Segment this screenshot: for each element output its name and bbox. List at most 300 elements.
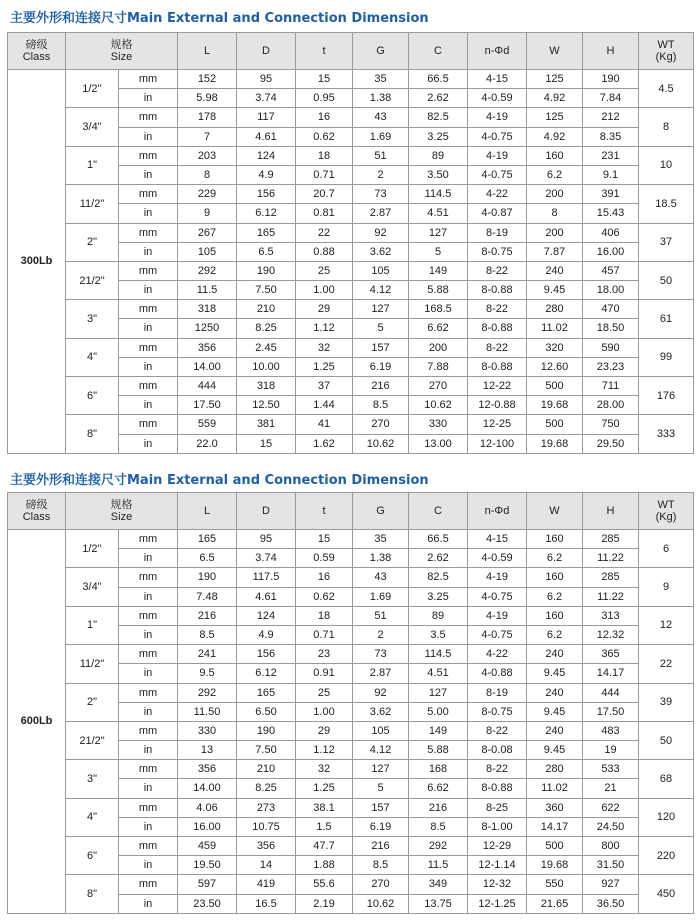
table-row xyxy=(8,185,694,204)
weight-cell: 4.5 xyxy=(639,70,694,108)
size-cell: 3" xyxy=(66,300,119,338)
value-cell-n: 4-0.87 xyxy=(468,204,527,223)
value-cell-l: 559 xyxy=(178,415,237,434)
value-cell-h: 31.50 xyxy=(583,856,639,875)
value-cell-l: 1250 xyxy=(178,319,237,338)
header-w: W xyxy=(527,493,583,530)
value-cell-t: 25 xyxy=(296,683,353,702)
value-cell-g: 216 xyxy=(353,377,409,396)
header-w: W xyxy=(527,33,583,70)
value-cell-w: 4.92 xyxy=(527,89,583,108)
value-cell-t: 0.71 xyxy=(296,165,353,184)
unit-cell: in xyxy=(119,549,178,568)
value-cell-t: 29 xyxy=(296,300,353,319)
value-cell-c: 149 xyxy=(409,261,468,280)
value-cell-t: 0.62 xyxy=(296,587,353,606)
value-cell-g: 5 xyxy=(353,779,409,798)
value-cell-n: 12-32 xyxy=(468,875,527,894)
value-cell-l: 7.48 xyxy=(178,587,237,606)
value-cell-g: 2 xyxy=(353,165,409,184)
size-cell: 21/2" xyxy=(66,261,119,299)
value-cell-c: 6.62 xyxy=(409,319,468,338)
value-cell-d: 95 xyxy=(237,70,296,89)
value-cell-w: 240 xyxy=(527,645,583,664)
table-row xyxy=(8,568,694,587)
value-cell-d: 6.50 xyxy=(237,702,296,721)
value-cell-h: 483 xyxy=(583,721,639,740)
value-cell-h: 28.00 xyxy=(583,396,639,415)
value-cell-h: 15.43 xyxy=(583,204,639,223)
unit-cell: mm xyxy=(119,721,178,740)
value-cell-n: 4-0.88 xyxy=(468,664,527,683)
weight-cell: 50 xyxy=(639,721,694,759)
unit-cell: in xyxy=(119,587,178,606)
value-cell-n: 4-19 xyxy=(468,568,527,587)
unit-cell: in xyxy=(119,396,178,415)
value-cell-c: 13.00 xyxy=(409,434,468,453)
table-header-row xyxy=(8,493,694,530)
value-cell-w: 160 xyxy=(527,530,583,549)
value-cell-l: 190 xyxy=(178,568,237,587)
value-cell-h: 18.00 xyxy=(583,281,639,300)
unit-cell: in xyxy=(119,741,178,760)
table-row xyxy=(8,837,694,856)
value-cell-w: 360 xyxy=(527,798,583,817)
value-cell-n: 4-0.59 xyxy=(468,549,527,568)
value-cell-g: 8.5 xyxy=(353,856,409,875)
value-cell-c: 7.88 xyxy=(409,357,468,376)
value-cell-l: 22.0 xyxy=(178,434,237,453)
value-cell-t: 0.62 xyxy=(296,127,353,146)
unit-cell: mm xyxy=(119,645,178,664)
value-cell-c: 292 xyxy=(409,837,468,856)
value-cell-n: 4-15 xyxy=(468,530,527,549)
unit-cell: mm xyxy=(119,798,178,817)
value-cell-h: 285 xyxy=(583,568,639,587)
size-cell: 8" xyxy=(66,415,119,453)
value-cell-w: 8 xyxy=(527,204,583,223)
size-cell: 11/2" xyxy=(66,185,119,223)
unit-cell: mm xyxy=(119,415,178,434)
value-cell-n: 4-22 xyxy=(468,645,527,664)
value-cell-g: 105 xyxy=(353,721,409,740)
value-cell-t: 0.71 xyxy=(296,625,353,644)
value-cell-l: 152 xyxy=(178,70,237,89)
value-cell-t: 2.19 xyxy=(296,894,353,913)
value-cell-g: 105 xyxy=(353,261,409,280)
value-cell-c: 200 xyxy=(409,338,468,357)
value-cell-h: 190 xyxy=(583,70,639,89)
value-cell-t: 15 xyxy=(296,70,353,89)
size-cell: 2" xyxy=(66,683,119,721)
value-cell-d: 16.5 xyxy=(237,894,296,913)
value-cell-d: 4.9 xyxy=(237,625,296,644)
value-cell-g: 157 xyxy=(353,338,409,357)
value-cell-h: 29.50 xyxy=(583,434,639,453)
value-cell-g: 92 xyxy=(353,683,409,702)
value-cell-h: 7.84 xyxy=(583,89,639,108)
weight-cell: 450 xyxy=(639,875,694,913)
value-cell-w: 9.45 xyxy=(527,281,583,300)
value-cell-t: 18 xyxy=(296,146,353,165)
value-cell-d: 8.25 xyxy=(237,319,296,338)
value-cell-c: 10.62 xyxy=(409,396,468,415)
value-cell-n: 8-22 xyxy=(468,760,527,779)
value-cell-d: 117.5 xyxy=(237,568,296,587)
value-cell-d: 15 xyxy=(237,434,296,453)
value-cell-l: 5.98 xyxy=(178,89,237,108)
value-cell-t: 18 xyxy=(296,606,353,625)
value-cell-h: 11.22 xyxy=(583,549,639,568)
value-cell-w: 240 xyxy=(527,261,583,280)
value-cell-d: 14 xyxy=(237,856,296,875)
value-cell-d: 419 xyxy=(237,875,296,894)
value-cell-c: 216 xyxy=(409,798,468,817)
value-cell-t: 55.6 xyxy=(296,875,353,894)
header-class: 磅级 Class xyxy=(8,493,66,530)
value-cell-d: 95 xyxy=(237,530,296,549)
value-cell-g: 127 xyxy=(353,760,409,779)
unit-cell: mm xyxy=(119,108,178,127)
unit-cell: in xyxy=(119,434,178,453)
unit-cell: mm xyxy=(119,683,178,702)
value-cell-l: 356 xyxy=(178,338,237,357)
unit-cell: in xyxy=(119,357,178,376)
value-cell-g: 1.38 xyxy=(353,549,409,568)
weight-cell: 176 xyxy=(639,377,694,415)
unit-cell: in xyxy=(119,165,178,184)
value-cell-t: 20.7 xyxy=(296,185,353,204)
size-cell: 1" xyxy=(66,146,119,184)
value-cell-w: 11.02 xyxy=(527,779,583,798)
unit-cell: mm xyxy=(119,146,178,165)
dimension-table-600lb xyxy=(7,492,694,914)
value-cell-l: 165 xyxy=(178,530,237,549)
value-cell-l: 4.06 xyxy=(178,798,237,817)
value-cell-d: 2.45 xyxy=(237,338,296,357)
value-cell-w: 280 xyxy=(527,300,583,319)
value-cell-w: 19.68 xyxy=(527,856,583,875)
value-cell-d: 3.74 xyxy=(237,89,296,108)
value-cell-c: 89 xyxy=(409,146,468,165)
weight-cell: 37 xyxy=(639,223,694,261)
table-row xyxy=(8,108,694,127)
value-cell-n: 8-0.88 xyxy=(468,779,527,798)
value-cell-d: 273 xyxy=(237,798,296,817)
value-cell-c: 3.25 xyxy=(409,587,468,606)
value-cell-t: 37 xyxy=(296,377,353,396)
weight-cell: 8 xyxy=(639,108,694,146)
value-cell-d: 4.61 xyxy=(237,587,296,606)
value-cell-l: 14.00 xyxy=(178,357,237,376)
value-cell-c: 66.5 xyxy=(409,530,468,549)
header-wt: WT (Kg) xyxy=(639,493,694,530)
unit-cell: in xyxy=(119,625,178,644)
value-cell-c: 127 xyxy=(409,223,468,242)
value-cell-d: 190 xyxy=(237,261,296,280)
value-cell-w: 160 xyxy=(527,568,583,587)
value-cell-w: 19.68 xyxy=(527,396,583,415)
value-cell-t: 1.00 xyxy=(296,281,353,300)
value-cell-n: 12-29 xyxy=(468,837,527,856)
value-cell-c: 13.75 xyxy=(409,894,468,913)
header-n-phi-d: n-Φd xyxy=(468,493,527,530)
value-cell-h: 927 xyxy=(583,875,639,894)
value-cell-l: 330 xyxy=(178,721,237,740)
size-cell: 3/4" xyxy=(66,108,119,146)
value-cell-w: 11.02 xyxy=(527,319,583,338)
unit-cell: in xyxy=(119,702,178,721)
value-cell-l: 459 xyxy=(178,837,237,856)
value-cell-w: 9.45 xyxy=(527,702,583,721)
table-row xyxy=(8,70,694,89)
value-cell-t: 38.1 xyxy=(296,798,353,817)
value-cell-c: 3.5 xyxy=(409,625,468,644)
unit-cell: in xyxy=(119,817,178,836)
value-cell-t: 1.88 xyxy=(296,856,353,875)
value-cell-h: 9.1 xyxy=(583,165,639,184)
value-cell-w: 7.87 xyxy=(527,242,583,261)
size-cell: 6" xyxy=(66,377,119,415)
value-cell-g: 270 xyxy=(353,415,409,434)
value-cell-l: 105 xyxy=(178,242,237,261)
value-cell-t: 1.62 xyxy=(296,434,353,453)
value-cell-c: 127 xyxy=(409,683,468,702)
value-cell-t: 1.12 xyxy=(296,741,353,760)
value-cell-w: 9.45 xyxy=(527,664,583,683)
section-title-600lb: 主要外形和连接尺寸Main External and Connection Dimension xyxy=(10,473,429,488)
value-cell-h: 365 xyxy=(583,645,639,664)
value-cell-w: 125 xyxy=(527,70,583,89)
value-cell-h: 533 xyxy=(583,760,639,779)
header-n-phi-d: n-Φd xyxy=(468,33,527,70)
table-row xyxy=(8,530,694,549)
value-cell-w: 320 xyxy=(527,338,583,357)
value-cell-c: 5.00 xyxy=(409,702,468,721)
value-cell-d: 10.75 xyxy=(237,817,296,836)
header-d: D xyxy=(237,493,296,530)
value-cell-h: 12.32 xyxy=(583,625,639,644)
value-cell-c: 4.51 xyxy=(409,664,468,683)
value-cell-w: 6.2 xyxy=(527,165,583,184)
value-cell-g: 6.19 xyxy=(353,357,409,376)
value-cell-w: 240 xyxy=(527,721,583,740)
value-cell-d: 356 xyxy=(237,837,296,856)
value-cell-n: 8-22 xyxy=(468,261,527,280)
value-cell-c: 66.5 xyxy=(409,70,468,89)
value-cell-h: 14.17 xyxy=(583,664,639,683)
value-cell-w: 6.2 xyxy=(527,587,583,606)
value-cell-g: 3.62 xyxy=(353,702,409,721)
weight-cell: 10 xyxy=(639,146,694,184)
size-cell: 8" xyxy=(66,875,119,913)
value-cell-l: 8 xyxy=(178,165,237,184)
value-cell-n: 4-19 xyxy=(468,146,527,165)
weight-cell: 18.5 xyxy=(639,185,694,223)
value-cell-d: 12.50 xyxy=(237,396,296,415)
value-cell-t: 23 xyxy=(296,645,353,664)
value-cell-h: 21 xyxy=(583,779,639,798)
value-cell-g: 1.38 xyxy=(353,89,409,108)
value-cell-d: 4.61 xyxy=(237,127,296,146)
size-cell: 11/2" xyxy=(66,645,119,683)
value-cell-d: 4.9 xyxy=(237,165,296,184)
unit-cell: in xyxy=(119,281,178,300)
weight-cell: 120 xyxy=(639,798,694,836)
value-cell-n: 4-0.75 xyxy=(468,587,527,606)
value-cell-n: 8-25 xyxy=(468,798,527,817)
value-cell-d: 165 xyxy=(237,223,296,242)
value-cell-t: 41 xyxy=(296,415,353,434)
value-cell-g: 1.69 xyxy=(353,127,409,146)
value-cell-t: 16 xyxy=(296,568,353,587)
section-title-300lb: 主要外形和连接尺寸Main External and Connection Dimension xyxy=(10,11,429,26)
value-cell-w: 200 xyxy=(527,185,583,204)
value-cell-l: 7 xyxy=(178,127,237,146)
value-cell-w: 6.2 xyxy=(527,549,583,568)
value-cell-l: 203 xyxy=(178,146,237,165)
table-row xyxy=(8,377,694,396)
header-c: C xyxy=(409,493,468,530)
value-cell-w: 200 xyxy=(527,223,583,242)
value-cell-w: 4.92 xyxy=(527,127,583,146)
value-cell-t: 32 xyxy=(296,338,353,357)
value-cell-l: 9.5 xyxy=(178,664,237,683)
table-row xyxy=(8,875,694,894)
value-cell-g: 92 xyxy=(353,223,409,242)
value-cell-n: 4-0.75 xyxy=(468,127,527,146)
value-cell-h: 19 xyxy=(583,741,639,760)
value-cell-d: 6.12 xyxy=(237,204,296,223)
unit-cell: in xyxy=(119,204,178,223)
value-cell-g: 4.12 xyxy=(353,281,409,300)
header-l: L xyxy=(178,33,237,70)
value-cell-t: 0.81 xyxy=(296,204,353,223)
value-cell-c: 168 xyxy=(409,760,468,779)
weight-cell: 12 xyxy=(639,606,694,644)
value-cell-h: 231 xyxy=(583,146,639,165)
value-cell-g: 8.5 xyxy=(353,396,409,415)
value-cell-c: 5.88 xyxy=(409,281,468,300)
value-cell-h: 590 xyxy=(583,338,639,357)
size-cell: 1/2'' xyxy=(66,530,119,568)
value-cell-c: 82.5 xyxy=(409,568,468,587)
weight-cell: 39 xyxy=(639,683,694,721)
value-cell-c: 349 xyxy=(409,875,468,894)
value-cell-t: 25 xyxy=(296,261,353,280)
value-cell-t: 0.88 xyxy=(296,242,353,261)
value-cell-l: 444 xyxy=(178,377,237,396)
value-cell-g: 10.62 xyxy=(353,434,409,453)
value-cell-h: 23.23 xyxy=(583,357,639,376)
value-cell-c: 168.5 xyxy=(409,300,468,319)
value-cell-h: 18.50 xyxy=(583,319,639,338)
value-cell-c: 8.5 xyxy=(409,817,468,836)
value-cell-n: 8-0.88 xyxy=(468,281,527,300)
value-cell-c: 330 xyxy=(409,415,468,434)
unit-cell: in xyxy=(119,127,178,146)
value-cell-n: 12-1.14 xyxy=(468,856,527,875)
size-cell: 4" xyxy=(66,798,119,836)
value-cell-g: 2.87 xyxy=(353,664,409,683)
weight-cell: 99 xyxy=(639,338,694,376)
value-cell-n: 8-0.75 xyxy=(468,242,527,261)
value-cell-l: 13 xyxy=(178,741,237,760)
value-cell-g: 127 xyxy=(353,300,409,319)
value-cell-w: 6.2 xyxy=(527,625,583,644)
value-cell-l: 19.50 xyxy=(178,856,237,875)
unit-cell: mm xyxy=(119,875,178,894)
value-cell-w: 14.17 xyxy=(527,817,583,836)
value-cell-h: 800 xyxy=(583,837,639,856)
value-cell-t: 32 xyxy=(296,760,353,779)
weight-cell: 9 xyxy=(639,568,694,606)
unit-cell: in xyxy=(119,242,178,261)
value-cell-n: 8-0.75 xyxy=(468,702,527,721)
header-class: 磅级 Class xyxy=(8,33,66,70)
value-cell-c: 11.5 xyxy=(409,856,468,875)
value-cell-l: 9 xyxy=(178,204,237,223)
value-cell-w: 125 xyxy=(527,108,583,127)
value-cell-g: 73 xyxy=(353,645,409,664)
header-c: C xyxy=(409,33,468,70)
value-cell-l: 229 xyxy=(178,185,237,204)
value-cell-h: 17.50 xyxy=(583,702,639,721)
value-cell-l: 292 xyxy=(178,683,237,702)
value-cell-t: 1.12 xyxy=(296,319,353,338)
value-cell-d: 3.74 xyxy=(237,549,296,568)
value-cell-t: 1.25 xyxy=(296,357,353,376)
value-cell-c: 114.5 xyxy=(409,185,468,204)
value-cell-g: 216 xyxy=(353,837,409,856)
value-cell-h: 391 xyxy=(583,185,639,204)
value-cell-h: 457 xyxy=(583,261,639,280)
header-size: 规格 Size xyxy=(66,33,178,70)
size-cell: 3/4" xyxy=(66,568,119,606)
value-cell-n: 4-22 xyxy=(468,185,527,204)
unit-cell: mm xyxy=(119,261,178,280)
value-cell-w: 160 xyxy=(527,606,583,625)
value-cell-h: 750 xyxy=(583,415,639,434)
value-cell-w: 9.45 xyxy=(527,741,583,760)
value-cell-g: 43 xyxy=(353,108,409,127)
table-row xyxy=(8,760,694,779)
value-cell-t: 15 xyxy=(296,530,353,549)
table-row xyxy=(8,683,694,702)
value-cell-w: 500 xyxy=(527,377,583,396)
value-cell-c: 270 xyxy=(409,377,468,396)
weight-cell: 6 xyxy=(639,530,694,568)
value-cell-l: 356 xyxy=(178,760,237,779)
value-cell-d: 156 xyxy=(237,645,296,664)
value-cell-l: 16.00 xyxy=(178,817,237,836)
unit-cell: in xyxy=(119,664,178,683)
value-cell-l: 11.5 xyxy=(178,281,237,300)
value-cell-w: 12.60 xyxy=(527,357,583,376)
unit-cell: in xyxy=(119,856,178,875)
value-cell-h: 8.35 xyxy=(583,127,639,146)
value-cell-d: 124 xyxy=(237,606,296,625)
value-cell-n: 12-0.88 xyxy=(468,396,527,415)
value-cell-h: 711 xyxy=(583,377,639,396)
weight-cell: 220 xyxy=(639,837,694,875)
value-cell-g: 6.19 xyxy=(353,817,409,836)
value-cell-n: 8-0.08 xyxy=(468,741,527,760)
table-row xyxy=(8,606,694,625)
unit-cell: in xyxy=(119,779,178,798)
header-wt: WT (Kg) xyxy=(639,33,694,70)
value-cell-c: 114.5 xyxy=(409,645,468,664)
